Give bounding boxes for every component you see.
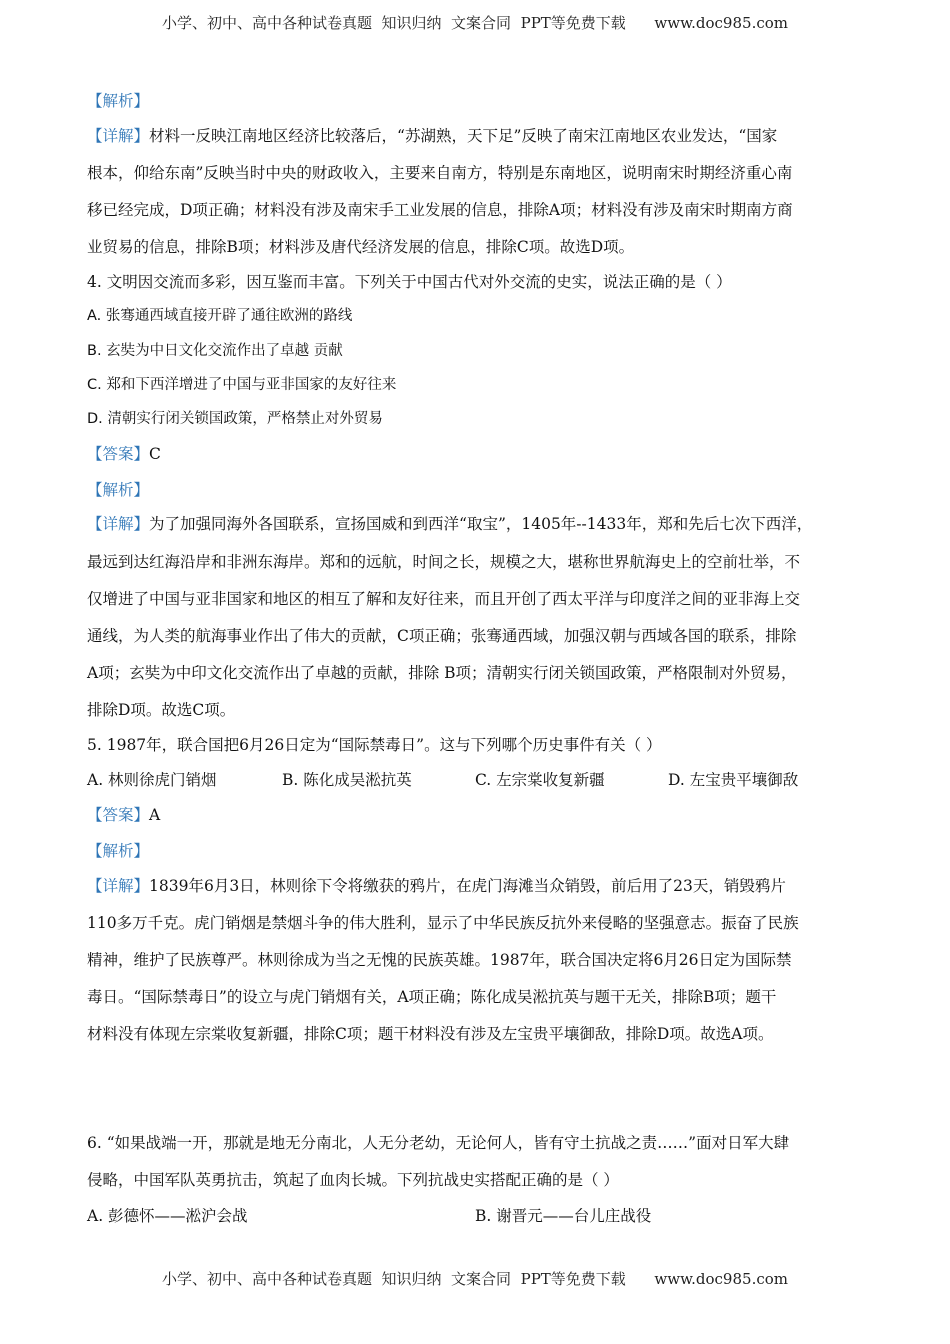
q4-detail-line-5: A项；玄奘为中印文化交流作出了卓越的贡献，排除 B项；清朝实行闭关锁国政策，严格限制对外贸易，: [87, 664, 797, 682]
q4-detail-line-2: 最远到达红海沿岸和非洲东海岸。郑和的远航，时间之长，规模之大，堪称世界航海史上的空前壮举，不: [87, 553, 801, 571]
q5-option-b: B. 陈化成吴淞抗英: [282, 771, 412, 789]
q4-detail-line-1: 【详解】为了加强同海外各国联系，宣扬国威和到西洋“取宝”，1405年--1433年，郑和先后七次下西洋，: [87, 515, 813, 533]
q6-option-b: B. 谢晋元——台儿庄战役: [475, 1207, 652, 1225]
q4-option-b: B. 玄奘为中日文化交流作出了卓越 贡献: [87, 343, 343, 359]
page-header: 小学、初中、高中各种试卷真题 知识归纳 文案合同 PPT等免费下载 www.doc985.com: [161, 14, 788, 32]
q3-detail-line-2: 根本，仰给东南”反映当时中央的财政收入，主要来自南方，特别是东南地区，说明南宋时期经济重心南: [87, 164, 793, 182]
q3-analysis-label: 【解析】: [87, 92, 150, 110]
q3-detail-label: 【详解】: [87, 127, 150, 145]
q5-option-a: A. 林则徐虎门销烟: [87, 771, 217, 789]
q4-analysis-label: 【解析】: [87, 481, 150, 499]
q4-answer: [87, 444, 161, 464]
q5-option-d: D. 左宝贵平壤御敌: [668, 771, 799, 789]
q4-detail-line-4: 通线，为人类的航海事业作出了伟大的贡献，C项正确；张骞通西域，加强汉朝与西域各国的联系，排除: [87, 627, 797, 645]
q4-option-d: D. 清朝实行闭关锁国政策，严格禁止对外贸易: [87, 411, 383, 427]
q4-detail-line-6: 排除D项。故选C项。: [87, 701, 236, 719]
q4-option-a: A. 张骞通西域直接开辟了通往欧洲的路线: [87, 308, 353, 324]
q3-detail-line-3: 移已经完成，D项正确；材料没有涉及南宋手工业发展的信息，排除A项；材料没有涉及南宋时期南方商: [87, 201, 793, 219]
q5-detail-line-5: 材料没有体现左宗棠收复新疆，排除C项；题干材料没有涉及左宝贵平壤御敌，排除D项。故选A项。: [87, 1025, 774, 1043]
q5-answer: [87, 805, 160, 825]
q5-stem: 5. 1987年，联合国把6月26日定为“国际禁毒日”。这与下列哪个历史事件有关（ ）: [87, 736, 662, 754]
q5-answer-value: A: [149, 806, 161, 824]
q5-detail-line-4: 毒日。“国际禁毒日”的设立与虎门销烟有关，A项正确；陈化成吴淞抗英与题干无关，排除B项；题干: [87, 988, 777, 1006]
q4-detail-line-3: 仅增进了中国与亚非国家和地区的相互了解和友好往来，而且开创了西太平洋与印度洋之间的亚非海上交: [87, 590, 801, 608]
q5-answer-label: 【答案】: [87, 806, 150, 824]
q5-detail-label: 【详解】: [87, 877, 150, 895]
q5-detail-line-3: 精神，维护了民族尊严。林则徐成为当之无愧的民族英雄。1987年，联合国决定将6月26日定为国际禁: [87, 951, 792, 969]
q3-detail-line-1: 【详解】材料一反映江南地区经济比较落后，“苏湖熟，天下足”反映了南宋江南地区农业发达，“国家: [87, 127, 778, 145]
page-footer: 小学、初中、高中各种试卷真题 知识归纳 文案合同 PPT等免费下载 www.doc985.com: [161, 1270, 788, 1288]
q6-stem-line-2: 侵略，中国军队英勇抗击，筑起了血肉长城。下列抗战史实搭配正确的是（ ）: [87, 1171, 619, 1189]
q5-detail-line-2: 110多万千克。虎门销烟是禁烟斗争的伟大胜利，显示了中华民族反抗外来侵略的坚强意志。振奋了民族: [87, 914, 799, 932]
q4-option-c: C. 郑和下西洋增进了中国与亚非国家的友好往来: [87, 377, 397, 393]
q4-detail-label: 【详解】: [87, 515, 150, 533]
q4-stem: 4. 文明因交流而多彩，因互鉴而丰富。下列关于中国古代对外交流的史实，说法正确的是（ ）: [87, 273, 732, 291]
q4-answer-label: 【答案】: [87, 445, 150, 463]
q6-stem-line-1: 6. “如果战端一开，那就是地无分南北，人无分老幼，无论何人，皆有守土抗战之责……”面对日军大肆: [87, 1134, 790, 1152]
q4-answer-value: C: [149, 445, 161, 463]
q5-detail-line-1: 【详解】1839年6月3日，林则徐下令将缴获的鸦片，在虎门海滩当众销毁，前后用了23天，销毁鸦片: [87, 877, 786, 895]
q3-detail-line-4: 业贸易的信息，排除B项；材料涉及唐代经济发展的信息，排除C项。故选D项。: [87, 238, 635, 256]
q5-analysis-label: 【解析】: [87, 842, 150, 860]
q5-option-c: C. 左宗棠收复新疆: [475, 771, 605, 789]
q6-option-a: A. 彭德怀——淞沪会战: [87, 1207, 248, 1225]
